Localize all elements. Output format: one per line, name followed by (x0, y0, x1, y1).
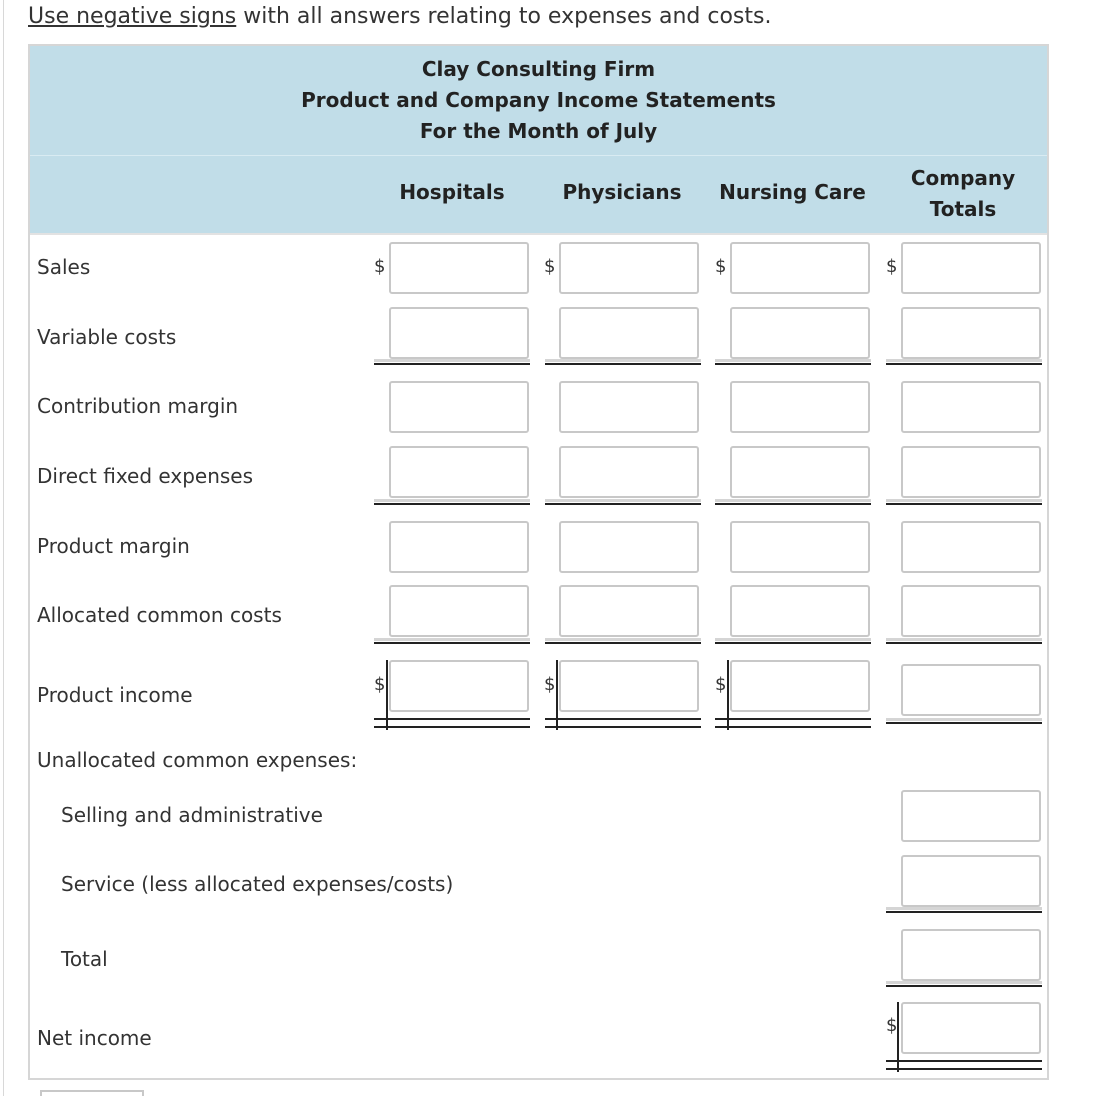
dollar-sign: $ (544, 674, 556, 695)
subtotal-rule (886, 722, 1042, 724)
subtotal-rule-shadow (715, 499, 871, 502)
subtotal-rule (374, 503, 530, 505)
product-income-company-totals-input[interactable] (901, 664, 1041, 716)
subtotal-rule (545, 642, 701, 644)
product-income-physicians-input[interactable] (559, 660, 699, 712)
row-label-total: Total (61, 947, 108, 971)
direct-fixed-expenses-hospitals-input[interactable] (389, 446, 529, 498)
total-double-rule-bottom (545, 726, 701, 728)
subtotal-rule-shadow (715, 359, 871, 362)
subtotal-rule-shadow (886, 359, 1042, 362)
total-double-rule-bottom (374, 726, 530, 728)
subtotal-rule (886, 985, 1042, 987)
column-header-hospitals: Hospitals (399, 180, 505, 204)
subtotal-rule (545, 503, 701, 505)
subtotal-rule-shadow (545, 638, 701, 641)
row-label-product-income: Product income (37, 683, 193, 707)
row-label-allocated-common-costs: Allocated common costs (37, 603, 282, 627)
statement-period: For the Month of July (419, 119, 658, 143)
subtotal-rule-shadow (715, 638, 871, 641)
variable-costs-nursing-care-input[interactable] (730, 307, 870, 359)
instruction-rest: with all answers relating to expenses and costs. (236, 4, 772, 29)
product-income-nursing-care-input[interactable] (730, 660, 870, 712)
subtotal-rule (886, 363, 1042, 365)
subtotal-rule (886, 911, 1042, 913)
variable-costs-company-totals-input[interactable] (901, 307, 1041, 359)
contribution-margin-nursing-care-input[interactable] (730, 381, 870, 433)
allocated-common-costs-nursing-care-input[interactable] (730, 585, 870, 637)
bottom-button-edge[interactable] (40, 1090, 144, 1096)
total-double-rule-top (886, 1060, 1042, 1062)
column-header-nursing-care: Nursing Care (719, 180, 866, 204)
dollar-sign: $ (374, 674, 386, 695)
dollar-sign: $ (886, 1015, 898, 1036)
contribution-margin-hospitals-input[interactable] (389, 381, 529, 433)
product-income-hospitals-input[interactable] (389, 660, 529, 712)
service-input[interactable] (901, 855, 1041, 907)
row-label-product-margin: Product margin (37, 534, 190, 558)
subtotal-rule-shadow (886, 499, 1042, 502)
subtotal-rule (715, 503, 871, 505)
row-label-selling-and-administrative: Selling and administrative (61, 803, 323, 827)
company-totals-line1: Company (910, 166, 1016, 190)
allocated-common-costs-hospitals-input[interactable] (389, 585, 529, 637)
subtotal-rule (374, 363, 530, 365)
dollar-sign: $ (544, 256, 556, 277)
subtotal-rule-shadow (886, 638, 1042, 641)
row-label-variable-costs: Variable costs (37, 325, 177, 349)
allocated-common-costs-company-totals-input[interactable] (901, 585, 1041, 637)
subtotal-rule-shadow (374, 499, 530, 502)
direct-fixed-expenses-physicians-input[interactable] (559, 446, 699, 498)
sales-physicians-input[interactable] (559, 242, 699, 294)
product-margin-company-totals-input[interactable] (901, 521, 1041, 573)
total-double-rule-top (715, 718, 871, 720)
net-income-input[interactable] (901, 1002, 1041, 1054)
column-header-company-totals (893, 163, 1033, 225)
company-name: Clay Consulting Firm (421, 57, 656, 81)
product-margin-hospitals-input[interactable] (389, 521, 529, 573)
page-left-border (3, 0, 4, 1096)
subtotal-rule-shadow (545, 359, 701, 362)
instruction-emphasis: Use negative signs (28, 4, 237, 29)
variable-costs-hospitals-input[interactable] (389, 307, 529, 359)
dollar-sign: $ (715, 256, 727, 277)
dollar-sign: $ (715, 674, 727, 695)
subtotal-rule (545, 363, 701, 365)
dollar-sign: $ (374, 256, 386, 277)
statement-title: Product and Company Income Statements (301, 88, 776, 112)
row-label-contribution-margin: Contribution margin (37, 394, 239, 418)
row-label-net-income: Net income (37, 1026, 152, 1050)
contribution-margin-physicians-input[interactable] (559, 381, 699, 433)
row-label-sales: Sales (37, 255, 91, 279)
subtotal-rule-shadow (545, 499, 701, 502)
column-header-physicians: Physicians (562, 180, 682, 204)
subtotal-rule-shadow (886, 907, 1042, 910)
subtotal-rule (374, 642, 530, 644)
header-separator (30, 155, 1047, 156)
total-unallocated-input[interactable] (901, 929, 1041, 981)
product-margin-nursing-care-input[interactable] (730, 521, 870, 573)
subtotal-rule (886, 503, 1042, 505)
direct-fixed-expenses-company-totals-input[interactable] (901, 446, 1041, 498)
subtotal-rule-shadow (374, 359, 530, 362)
allocated-common-costs-physicians-input[interactable] (559, 585, 699, 637)
subtotal-rule (886, 642, 1042, 644)
row-label-service: Service (less allocated expenses/costs) (61, 872, 454, 896)
subtotal-rule-shadow (374, 638, 530, 641)
total-double-rule-top (545, 718, 701, 720)
direct-fixed-expenses-nursing-care-input[interactable] (730, 446, 870, 498)
variable-costs-physicians-input[interactable] (559, 307, 699, 359)
sales-company-totals-input[interactable] (901, 242, 1041, 294)
subtotal-rule-shadow (886, 981, 1042, 984)
product-margin-physicians-input[interactable] (559, 521, 699, 573)
total-double-rule-top (374, 718, 530, 720)
total-double-rule-bottom (886, 1068, 1042, 1070)
contribution-margin-company-totals-input[interactable] (901, 381, 1041, 433)
row-label-unallocated-common-expenses: Unallocated common expenses: (37, 748, 358, 772)
total-double-rule-bottom (715, 726, 871, 728)
subtotal-rule (715, 642, 871, 644)
selling-and-administrative-input[interactable] (901, 790, 1041, 842)
instruction-text (28, 4, 771, 29)
dollar-sign: $ (886, 256, 898, 277)
subtotal-rule (715, 363, 871, 365)
subtotal-rule-shadow (886, 718, 1042, 721)
sales-hospitals-input[interactable] (389, 242, 529, 294)
row-label-direct-fixed-expenses: Direct fixed expenses (37, 464, 254, 488)
sales-nursing-care-input[interactable] (730, 242, 870, 294)
header-bottom-border (30, 233, 1047, 235)
company-totals-line2: Totals (929, 197, 997, 221)
